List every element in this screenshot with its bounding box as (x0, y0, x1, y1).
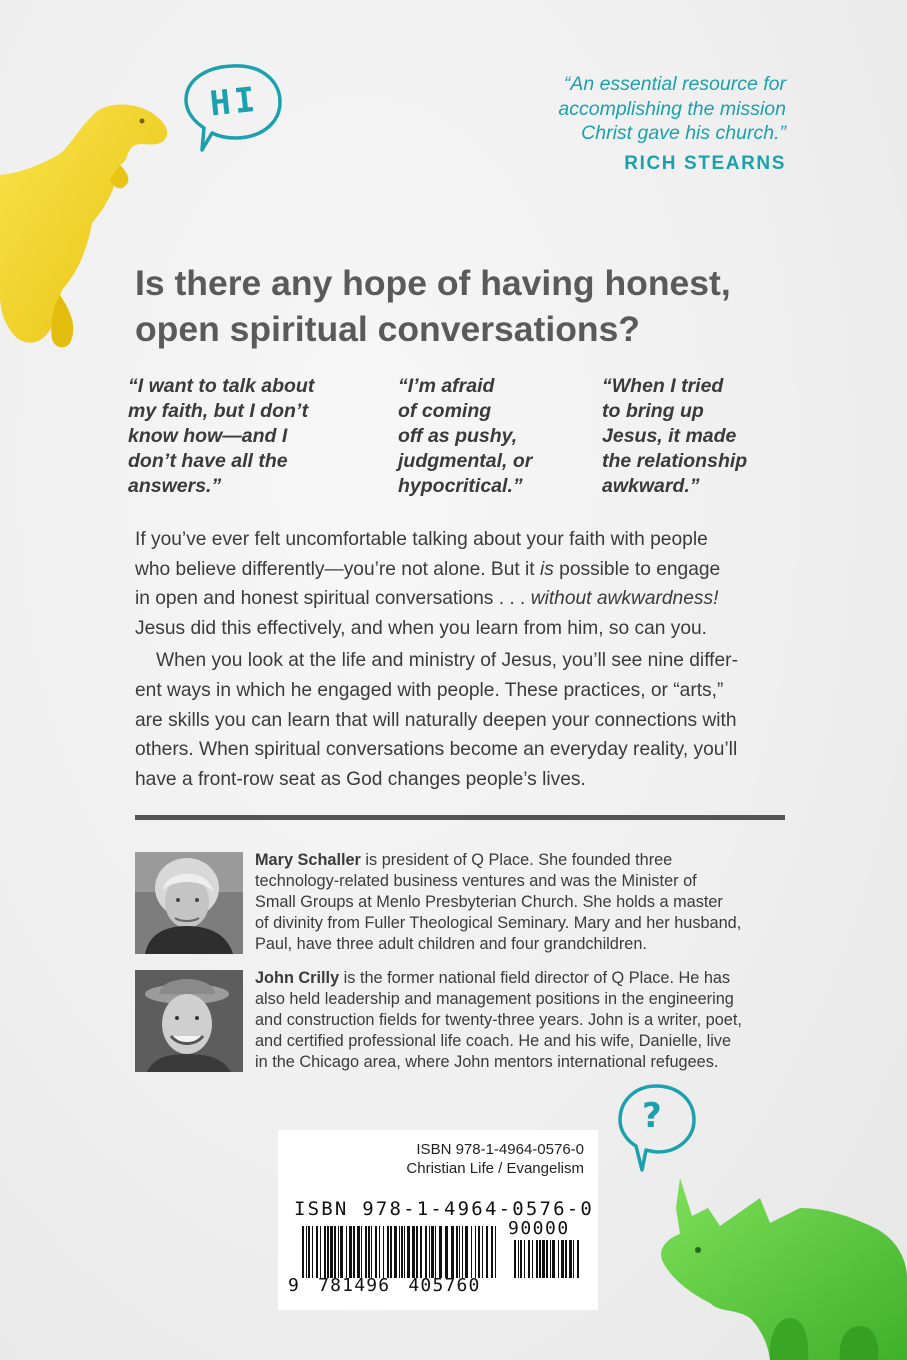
barcode-bar (361, 1226, 362, 1278)
barcode-bar (552, 1240, 555, 1278)
body-line (135, 584, 785, 614)
barcode-bar (459, 1226, 460, 1278)
barcode-bar (416, 1226, 418, 1278)
quote-line: awkward.” (602, 475, 700, 497)
barcode-bar (431, 1226, 434, 1278)
ean-digit-group: 405760 (408, 1275, 481, 1296)
barcode-bar (330, 1226, 333, 1278)
body-emphasis: is (539, 558, 554, 580)
category-label: Christian Life / Evangelism (406, 1160, 584, 1177)
barcode-bar (320, 1226, 321, 1278)
bio-line: and construction fields for twenty-three years. John is a writer, poet, (255, 1011, 742, 1029)
body-line (135, 555, 785, 585)
barcode-bar (539, 1240, 541, 1278)
quote-line: of coming (398, 400, 492, 422)
isbn-info (406, 1140, 584, 1178)
barcode-bar (368, 1226, 370, 1278)
barcode-bar (324, 1226, 326, 1278)
price-barcode (514, 1240, 580, 1278)
barcode-bar (420, 1226, 422, 1278)
author-name: John Crilly (255, 969, 340, 987)
reader-quote (602, 374, 747, 499)
barcode-bar (451, 1226, 454, 1278)
barcode-bar (399, 1226, 400, 1278)
bio-line: also held leadership and management positions in the engineering (255, 990, 734, 1008)
bio-line: of divinity from Fuller Theological Seminary. Mary and her husband, (255, 914, 742, 932)
barcode-bar (435, 1226, 436, 1278)
author-photo-mary (135, 852, 243, 954)
barcode-bar (425, 1226, 427, 1278)
bio-line: technology-related business ventures and was the Minister of (255, 872, 697, 890)
quote-line: “I want to talk about (128, 375, 315, 397)
isbn-label: ISBN 978-1-4964-0576-0 (416, 1141, 584, 1158)
author-bio-john (255, 968, 795, 1073)
barcode-bar (371, 1226, 372, 1278)
bio-line (255, 850, 795, 871)
barcode-bar (407, 1226, 410, 1278)
hi-bubble-text: HI (208, 79, 261, 125)
endorsement-author: RICH STEARNS (624, 153, 786, 174)
barcode-bar (491, 1226, 493, 1278)
barcode-bar (353, 1226, 355, 1278)
barcode-panel (278, 1130, 598, 1310)
barcode-bar (334, 1226, 336, 1278)
quote-line: Jesus, it made (602, 425, 737, 447)
barcode-bar (465, 1226, 468, 1278)
question-bubble-text: ? (642, 1096, 662, 1136)
barcode-bar (520, 1240, 522, 1278)
endorsement-line: Christ gave his church.” (581, 122, 786, 144)
isbn-ocr-text: ISBN 978-1-4964-0576-0 (294, 1198, 595, 1220)
bio-line (255, 968, 795, 989)
barcode-bar (471, 1226, 472, 1278)
body-copy (135, 525, 785, 794)
ean-digit-group: 781496 (318, 1275, 391, 1296)
barcode-bar (387, 1226, 389, 1278)
barcode-bar (524, 1240, 525, 1278)
body-line: If you’ve ever felt uncomfortable talking about your faith with people (135, 529, 708, 550)
barcode-bar (561, 1240, 564, 1278)
barcode-bar (439, 1226, 442, 1278)
price-code: 90000 (508, 1218, 570, 1239)
body-line: have a front-row seat as God changes people’s lives. (135, 768, 586, 790)
barcode-bar (565, 1240, 567, 1278)
ean-digits (288, 1275, 481, 1296)
body-line: others. When spiritual conversations become an everyday reality, you’ll (135, 739, 738, 761)
ean-barcode (302, 1226, 498, 1278)
body-text: in open and honest spiritual conversations . . . (135, 588, 531, 610)
quote-line: answers.” (128, 475, 222, 497)
barcode-bar (316, 1226, 318, 1278)
barcode-bar (528, 1240, 530, 1278)
quote-line: “When I tried (602, 375, 724, 397)
barcode-bar (383, 1226, 384, 1278)
barcode-bar (542, 1240, 545, 1278)
bio-line: in the Chicago area, where John mentors international refugees. (255, 1053, 719, 1071)
body-emphasis: without awkwardness! (530, 588, 719, 610)
barcode-bar (486, 1226, 488, 1278)
quote-line: to bring up (602, 400, 704, 422)
barcode-bar (429, 1226, 430, 1278)
headline-line: Is there any hope of having honest, (135, 263, 731, 303)
barcode-bar (514, 1240, 516, 1278)
body-line: When you look at the life and ministry of Jesus, you’ll see nine differ- (156, 650, 738, 672)
barcode-bar (495, 1226, 496, 1278)
barcode-bar (404, 1226, 405, 1278)
reader-quote (398, 374, 532, 499)
barcode-bar (327, 1226, 329, 1278)
barcode-bar (401, 1226, 403, 1278)
author-bio-mary (255, 850, 795, 955)
barcode-bar (394, 1226, 397, 1278)
author-photo-john (135, 970, 243, 1072)
barcode-bar (456, 1226, 458, 1278)
green-dinosaur-icon (650, 1168, 907, 1360)
quote-line: the relationship (602, 450, 748, 472)
barcode-bar (577, 1240, 579, 1278)
barcode-bar (349, 1226, 352, 1278)
barcode-bar (357, 1226, 360, 1278)
barcode-bar (346, 1226, 347, 1278)
body-text: possible to engage (553, 558, 721, 580)
quote-line: judgmental, or (398, 450, 533, 472)
headline-line: open spiritual conversations? (135, 309, 640, 349)
bio-text: is the former national field director of Q Place. He has (339, 969, 731, 987)
quote-line: don’t have all the (128, 450, 288, 472)
body-line: Jesus did this effectively, and when you learn from him, so can you. (135, 617, 708, 639)
endorsement-line: accomplishing the mission (558, 97, 786, 120)
headline (135, 260, 835, 352)
barcode-bar (412, 1226, 415, 1278)
barcode-bar (518, 1240, 519, 1278)
bio-text: is president of Q Place. She founded three (360, 851, 673, 869)
quote-line: hypocritical.” (398, 475, 523, 497)
barcode-bar (340, 1226, 343, 1278)
endorsement-line: “An essential resource for (563, 73, 786, 95)
bio-line: Small Groups at Menlo Presbyterian Church. She holds a master (255, 893, 723, 911)
body-text: who believe differently—you’re not alone. But it (135, 558, 540, 580)
barcode-bar (478, 1226, 480, 1278)
endorsement-quote (470, 72, 786, 146)
ean-digit-first: 9 (288, 1275, 301, 1296)
author-name: Mary Schaller (255, 851, 361, 869)
barcode-bar (550, 1240, 551, 1278)
barcode-bar (308, 1226, 310, 1278)
barcode-bar (379, 1226, 380, 1278)
barcode-bar (536, 1240, 538, 1278)
barcode-bar (569, 1240, 572, 1278)
barcode-bar (365, 1226, 367, 1278)
barcode-bar (558, 1240, 559, 1278)
barcode-bar (302, 1226, 304, 1278)
barcode-bar (462, 1226, 463, 1278)
quote-line: know how—and I (128, 425, 288, 447)
barcode-bar (445, 1226, 448, 1278)
barcode-bar (390, 1226, 392, 1278)
barcode-bar (482, 1226, 483, 1278)
body-line: ent ways in which he engaged with people. These practices, or “arts,” (135, 679, 724, 701)
reader-quote (128, 374, 314, 499)
quote-line: off as pushy, (398, 425, 518, 447)
bio-line: and certified professional life coach. He and his wife, Danielle, live (255, 1032, 732, 1050)
quote-line: my faith, but I don’t (128, 400, 309, 422)
barcode-bar (532, 1240, 533, 1278)
barcode-bar (338, 1226, 339, 1278)
barcode-bar (475, 1226, 476, 1278)
barcode-bar (375, 1226, 377, 1278)
barcode-bar (306, 1226, 307, 1278)
body-line: are skills you can learn that will naturally deepen your connections with (135, 709, 737, 731)
divider-rule (135, 815, 785, 820)
barcode-bar (573, 1240, 574, 1278)
barcode-bar (546, 1240, 548, 1278)
barcode-bar (312, 1226, 313, 1278)
quote-line: “I’m afraid (398, 375, 495, 397)
bio-line: Paul, have three adult children and four grandchildren. (255, 935, 647, 953)
